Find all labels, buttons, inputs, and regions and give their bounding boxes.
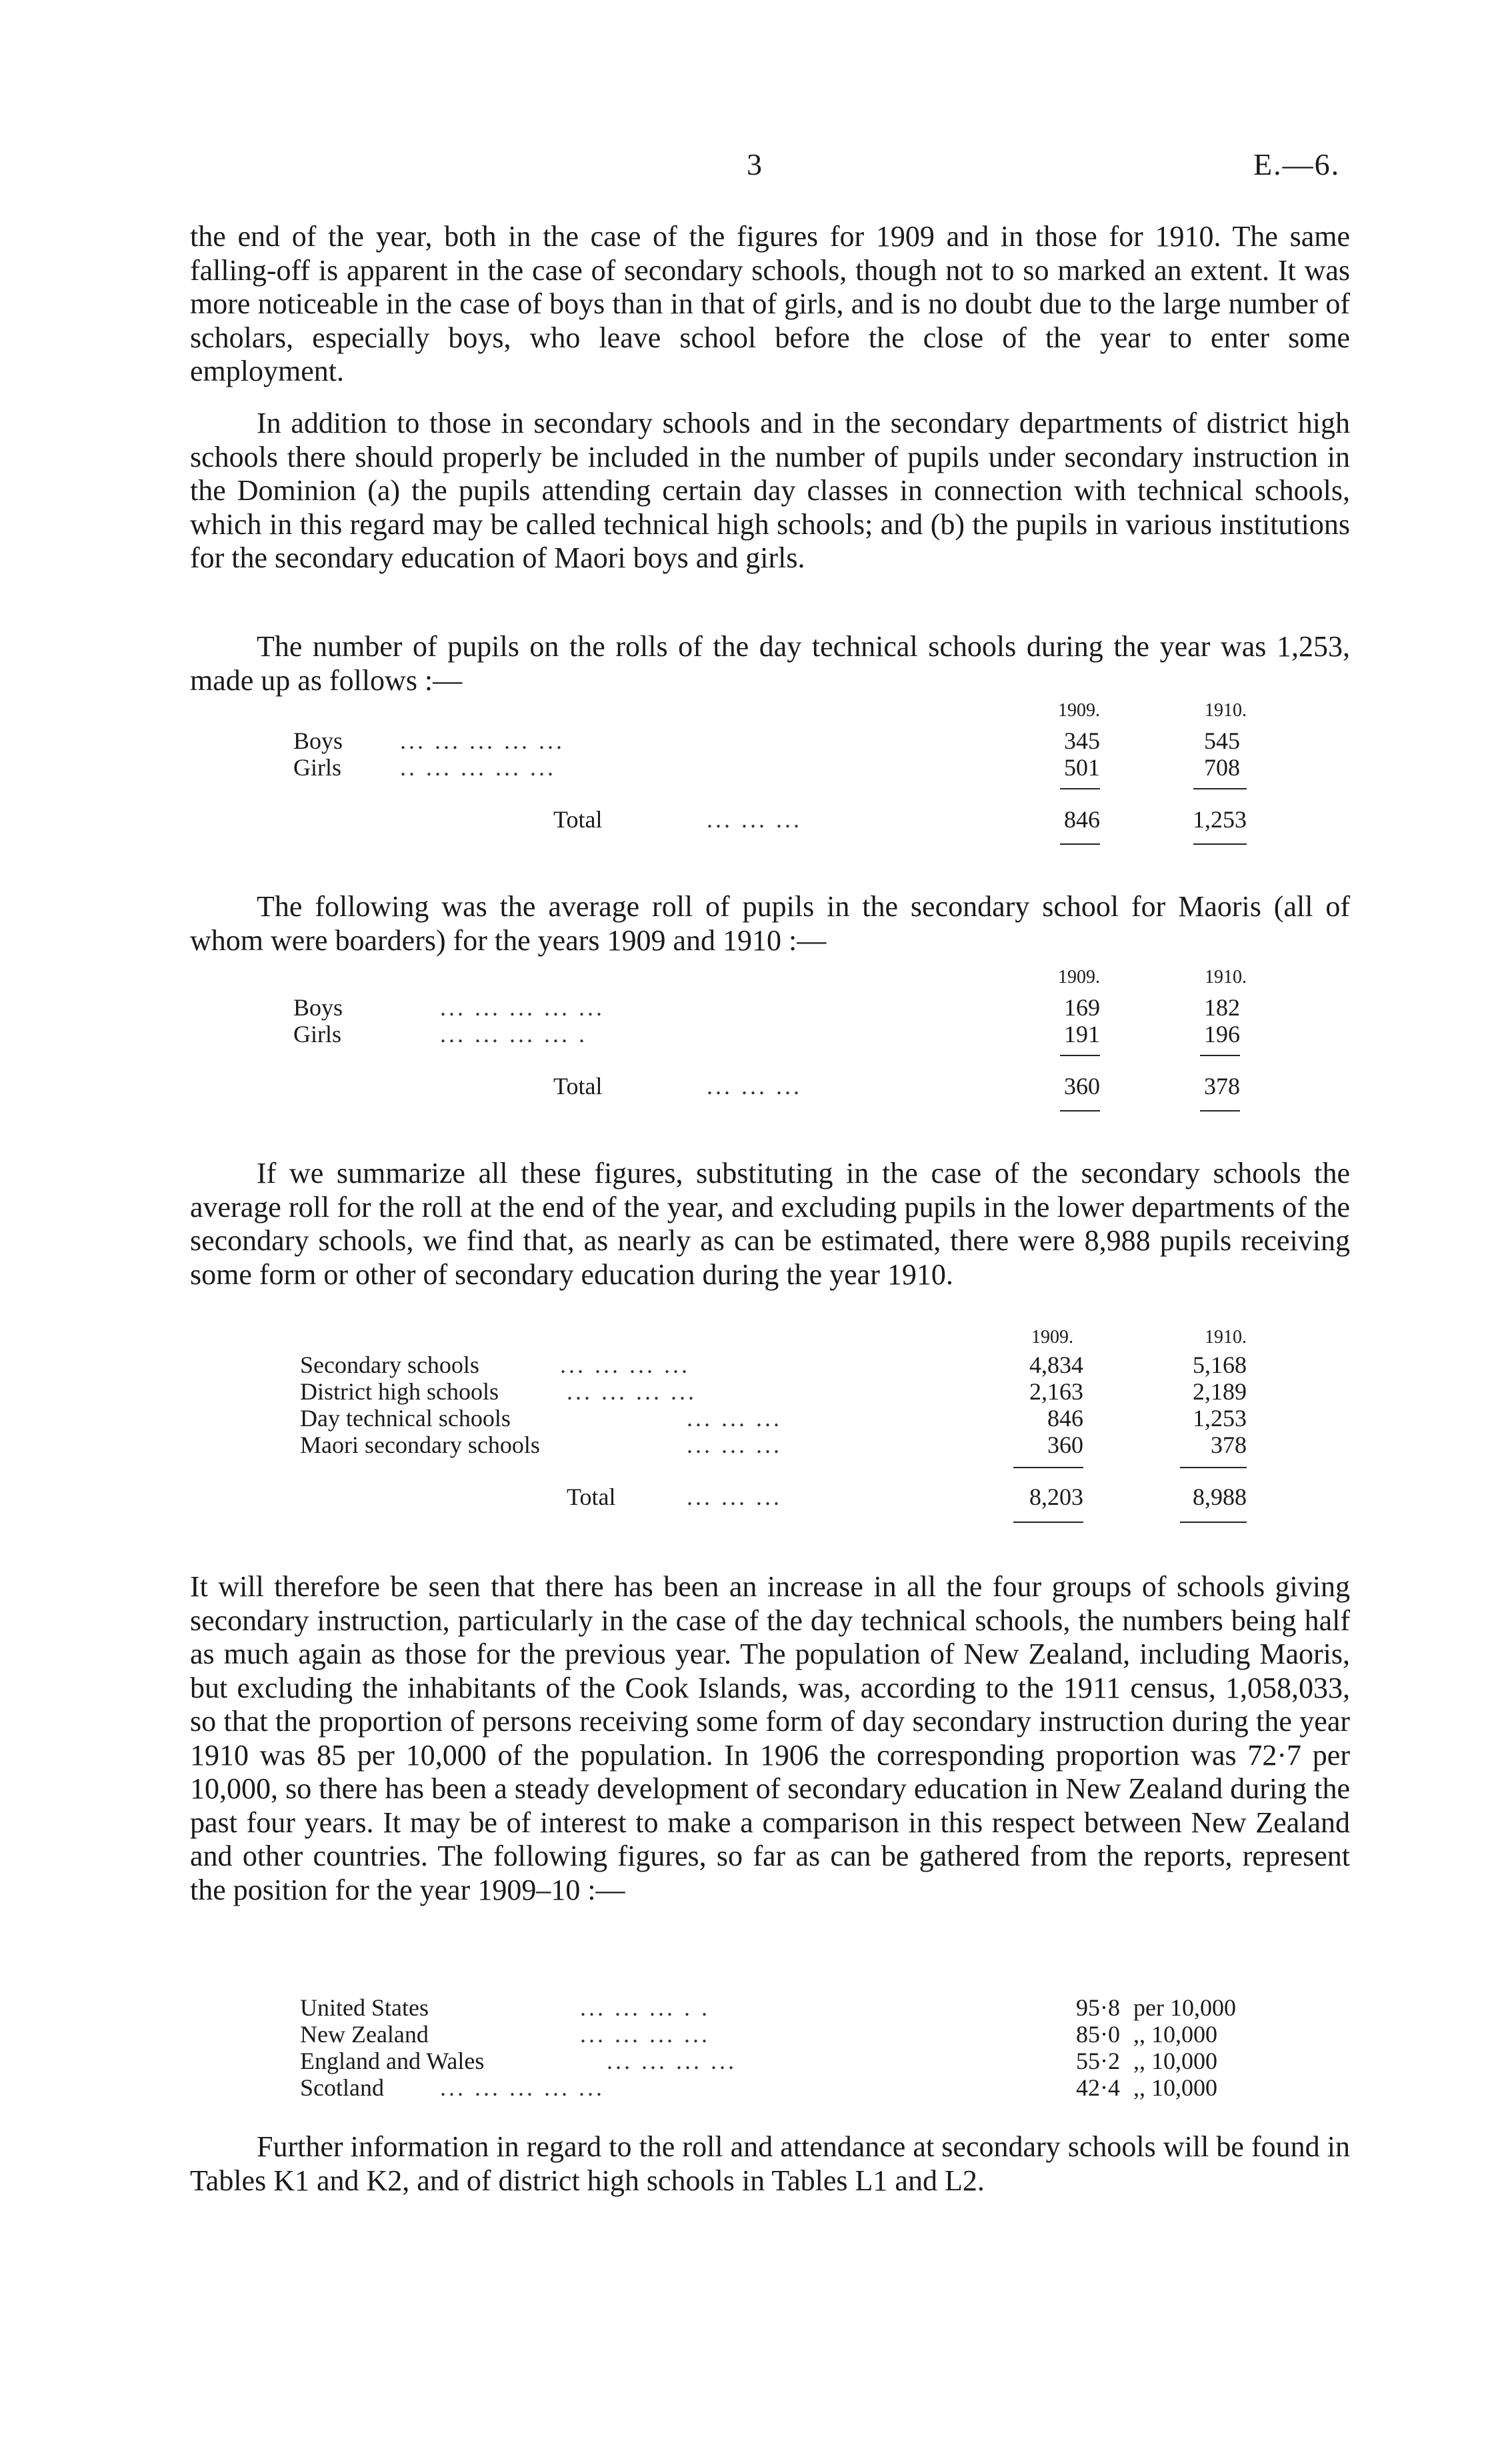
paragraph-6-text: It will therefore be seen that there has been an increase in all the four groups of schools giving secondary instruction, particularly in the case of the day technical schools, the numbers being half as much again as those for the previous year. The population of New Zealand, including Maoris, but excluding the inhabitants of the Cook Islands, was, according to the 1911 census, 1,058,033, so that the proportion of persons receiving some form of day secondary instruction during the year 1910 was 85 per 10,000 of the population. In 1906 the corresponding proportion was 72·7 per 10,000, so there has been a steady development of secondary education in New Zealand during the past four years. It may be of interest to make a comparison in this respect between New Zealand and other countries. The following figures, so far as can be gathered from the reports, represent the position for the year 1909–10 :— xyxy=(190,1570,1350,1906)
total-1910: 378 xyxy=(1204,1073,1240,1099)
rate-unit: ,, 10,000 xyxy=(1133,2021,1217,2048)
total-rule xyxy=(1060,843,1100,845)
table-row: Secondary schools ... ... ... ... 4,834 5,168 xyxy=(300,1352,1247,1378)
rate-value: 95·8 xyxy=(1076,1994,1120,2021)
paragraph-7 xyxy=(190,2130,1350,2198)
country-label: United States xyxy=(300,1994,429,2021)
value-1909: 2,163 xyxy=(1029,1378,1083,1405)
year-1910-header: 1910. xyxy=(1205,700,1247,721)
table-row: Boys ... ... ... ... ... 169 182 xyxy=(293,994,1240,1021)
rate-value: 55·2 xyxy=(1076,2048,1120,2074)
value-1910: 545 xyxy=(1204,727,1240,754)
paragraph-2 xyxy=(190,407,1350,575)
value-1910: 378 xyxy=(1211,1432,1247,1458)
year-1909-header: 1909. xyxy=(1058,967,1100,987)
subtotal-rule xyxy=(1013,1467,1083,1468)
total-1910: 8,988 xyxy=(1193,1484,1247,1510)
value-1910: 708 xyxy=(1204,754,1240,781)
total-label: Total xyxy=(553,1073,603,1099)
rate-value: 85·0 xyxy=(1076,2021,1120,2048)
value-1909: 501 xyxy=(1064,754,1100,781)
page-number: 3 xyxy=(747,147,762,181)
row-label: Boys xyxy=(293,727,343,754)
subtotal-rule xyxy=(1060,788,1100,789)
value-1909: 191 xyxy=(1064,1021,1100,1047)
total-label: Total xyxy=(567,1484,616,1510)
table-header-row xyxy=(0,1327,1512,1354)
paragraph-1-text: the end of the year, both in the case of the figures for 1909 and in those for 1910. The same falling-off is apparent in the case of secondary schools, though not to so marked an extent. It was more noticeable in the case of boys than in that of girls, and is no doubt due to the large number of scholars, especially boys, who leave school before the close of the year to enter some employment. xyxy=(190,220,1350,387)
document-reference: E.—6. xyxy=(1253,147,1341,181)
value-1910: 2,189 xyxy=(1193,1378,1247,1405)
paragraph-2-text: In addition to those in secondary schools and in the secondary departments of district high schools there should properly be included in the number of pupils under secondary instruction in the Dominion (a) the pupils attending certain day classes in connection with technical schools, which in this regard may be called technical high schools; and (b) the pupils in various institutions for the secondary education of Maori boys and girls. xyxy=(190,407,1350,574)
value-1909: 169 xyxy=(1064,994,1100,1021)
rate-value: 42·4 xyxy=(1076,2074,1120,2101)
total-1909: 360 xyxy=(1064,1073,1100,1099)
paragraph-7-text: Further information in regard to the roll and attendance at secondary schools will be found in Tables K1 and K2, and of district high schools in Tables L1 and L2. xyxy=(190,2130,1350,2197)
value-1909: 345 xyxy=(1064,727,1100,754)
table-row: United States ... ... ... . . 95·8 per 10,000 xyxy=(300,1994,1236,2021)
row-label: Girls xyxy=(293,754,341,781)
country-label: England and Wales xyxy=(300,2048,485,2074)
paragraph-4-text: The following was the average roll of pupils in the secondary school for Maoris (all of whom were boarders) for the years 1909 and 1910 :— xyxy=(190,890,1350,957)
table-header-row xyxy=(0,967,1512,993)
table-header-row xyxy=(0,700,1512,727)
paragraph-5-text: If we summarize all these figures, substituting in the case of the secondary schools the average roll for the roll at the end of the year, and excluding pupils in the lower departments of the secondary schools, we find that, as nearly as can be estimated, there were 8,988 pupils receiving some form or other of secondary education during the year 1910. xyxy=(190,1157,1350,1291)
total-rule xyxy=(1060,1110,1100,1111)
table-row: New Zealand ... ... ... ... 85·0 ,, 10,000 xyxy=(300,2021,1217,2048)
country-label: New Zealand xyxy=(300,2021,429,2048)
value-1909: 360 xyxy=(1047,1432,1083,1458)
paragraph-3-text: The number of pupils on the rolls of the day technical schools during the year was 1,253, made up as follows :— xyxy=(190,630,1350,697)
rate-unit: ,, 10,000 xyxy=(1133,2048,1217,2074)
year-1909-header: 1909. xyxy=(1058,700,1100,721)
paragraph-6 xyxy=(190,1570,1350,1907)
year-1910-header: 1910. xyxy=(1205,967,1247,987)
total-label: Total xyxy=(553,806,603,833)
paragraph-1 xyxy=(190,220,1350,389)
value-1910: 196 xyxy=(1204,1021,1240,1047)
table-row: Scotland ... ... ... ... ... 42·4 ,, 10,000 xyxy=(300,2074,1217,2101)
rate-unit: per 10,000 xyxy=(1133,1994,1236,2021)
total-1909: 8,203 xyxy=(1029,1484,1083,1510)
rate-unit: ,, 10,000 xyxy=(1133,2074,1217,2101)
row-label: Girls xyxy=(293,1021,341,1047)
row-label: District high schools xyxy=(300,1378,499,1405)
table-row: England and Wales ... ... ... ... 55·2 ,, 10,000 xyxy=(300,2048,1217,2074)
paragraph-5 xyxy=(190,1157,1350,1292)
total-row: Total ... ... ... 8,203 8,988 xyxy=(567,1484,1247,1510)
table-row: Boys ... ... ... ... ... 345 545 xyxy=(293,727,1240,754)
year-1909-header: 1909. xyxy=(1031,1327,1073,1348)
table-row: District high schools ... ... ... ... 2,163 2,189 xyxy=(300,1378,1247,1405)
total-row: Total ... ... ... 846 1,253 xyxy=(553,806,1247,833)
value-1910: 5,168 xyxy=(1193,1352,1247,1378)
table-row: Maori secondary schools ... ... ... 360 378 xyxy=(300,1432,1247,1458)
subtotal-rule xyxy=(1200,1055,1240,1056)
subtotal-rule xyxy=(1193,788,1247,789)
country-label: Scotland xyxy=(300,2074,384,2101)
year-1910-header: 1910. xyxy=(1205,1327,1247,1348)
row-label: Maori secondary schools xyxy=(300,1432,540,1458)
value-1910: 1,253 xyxy=(1193,1405,1247,1432)
value-1909: 846 xyxy=(1047,1405,1083,1432)
paragraph-3 xyxy=(190,630,1350,697)
subtotal-rule xyxy=(1180,1467,1247,1468)
table-row: Girls ... ... ... ... . 191 196 xyxy=(293,1021,1240,1047)
total-rule xyxy=(1013,1522,1083,1523)
page-header xyxy=(0,147,1512,187)
subtotal-rule xyxy=(1060,1055,1100,1056)
total-1910: 1,253 xyxy=(1193,806,1247,833)
table-row: Girls .. ... ... ... ... 501 708 xyxy=(293,754,1240,781)
table-row: Day technical schools ... ... ... 846 1,253 xyxy=(300,1405,1247,1432)
total-row: Total ... ... ... 360 378 xyxy=(553,1073,1240,1099)
total-rule xyxy=(1200,1110,1240,1111)
row-label: Secondary schools xyxy=(300,1352,479,1378)
value-1910: 182 xyxy=(1204,994,1240,1021)
row-label: Day technical schools xyxy=(300,1405,511,1432)
total-1909: 846 xyxy=(1064,806,1100,833)
value-1909: 4,834 xyxy=(1029,1352,1083,1378)
total-rule xyxy=(1193,843,1247,845)
paragraph-4 xyxy=(190,890,1350,957)
total-rule xyxy=(1180,1522,1247,1523)
row-label: Boys xyxy=(293,994,343,1021)
